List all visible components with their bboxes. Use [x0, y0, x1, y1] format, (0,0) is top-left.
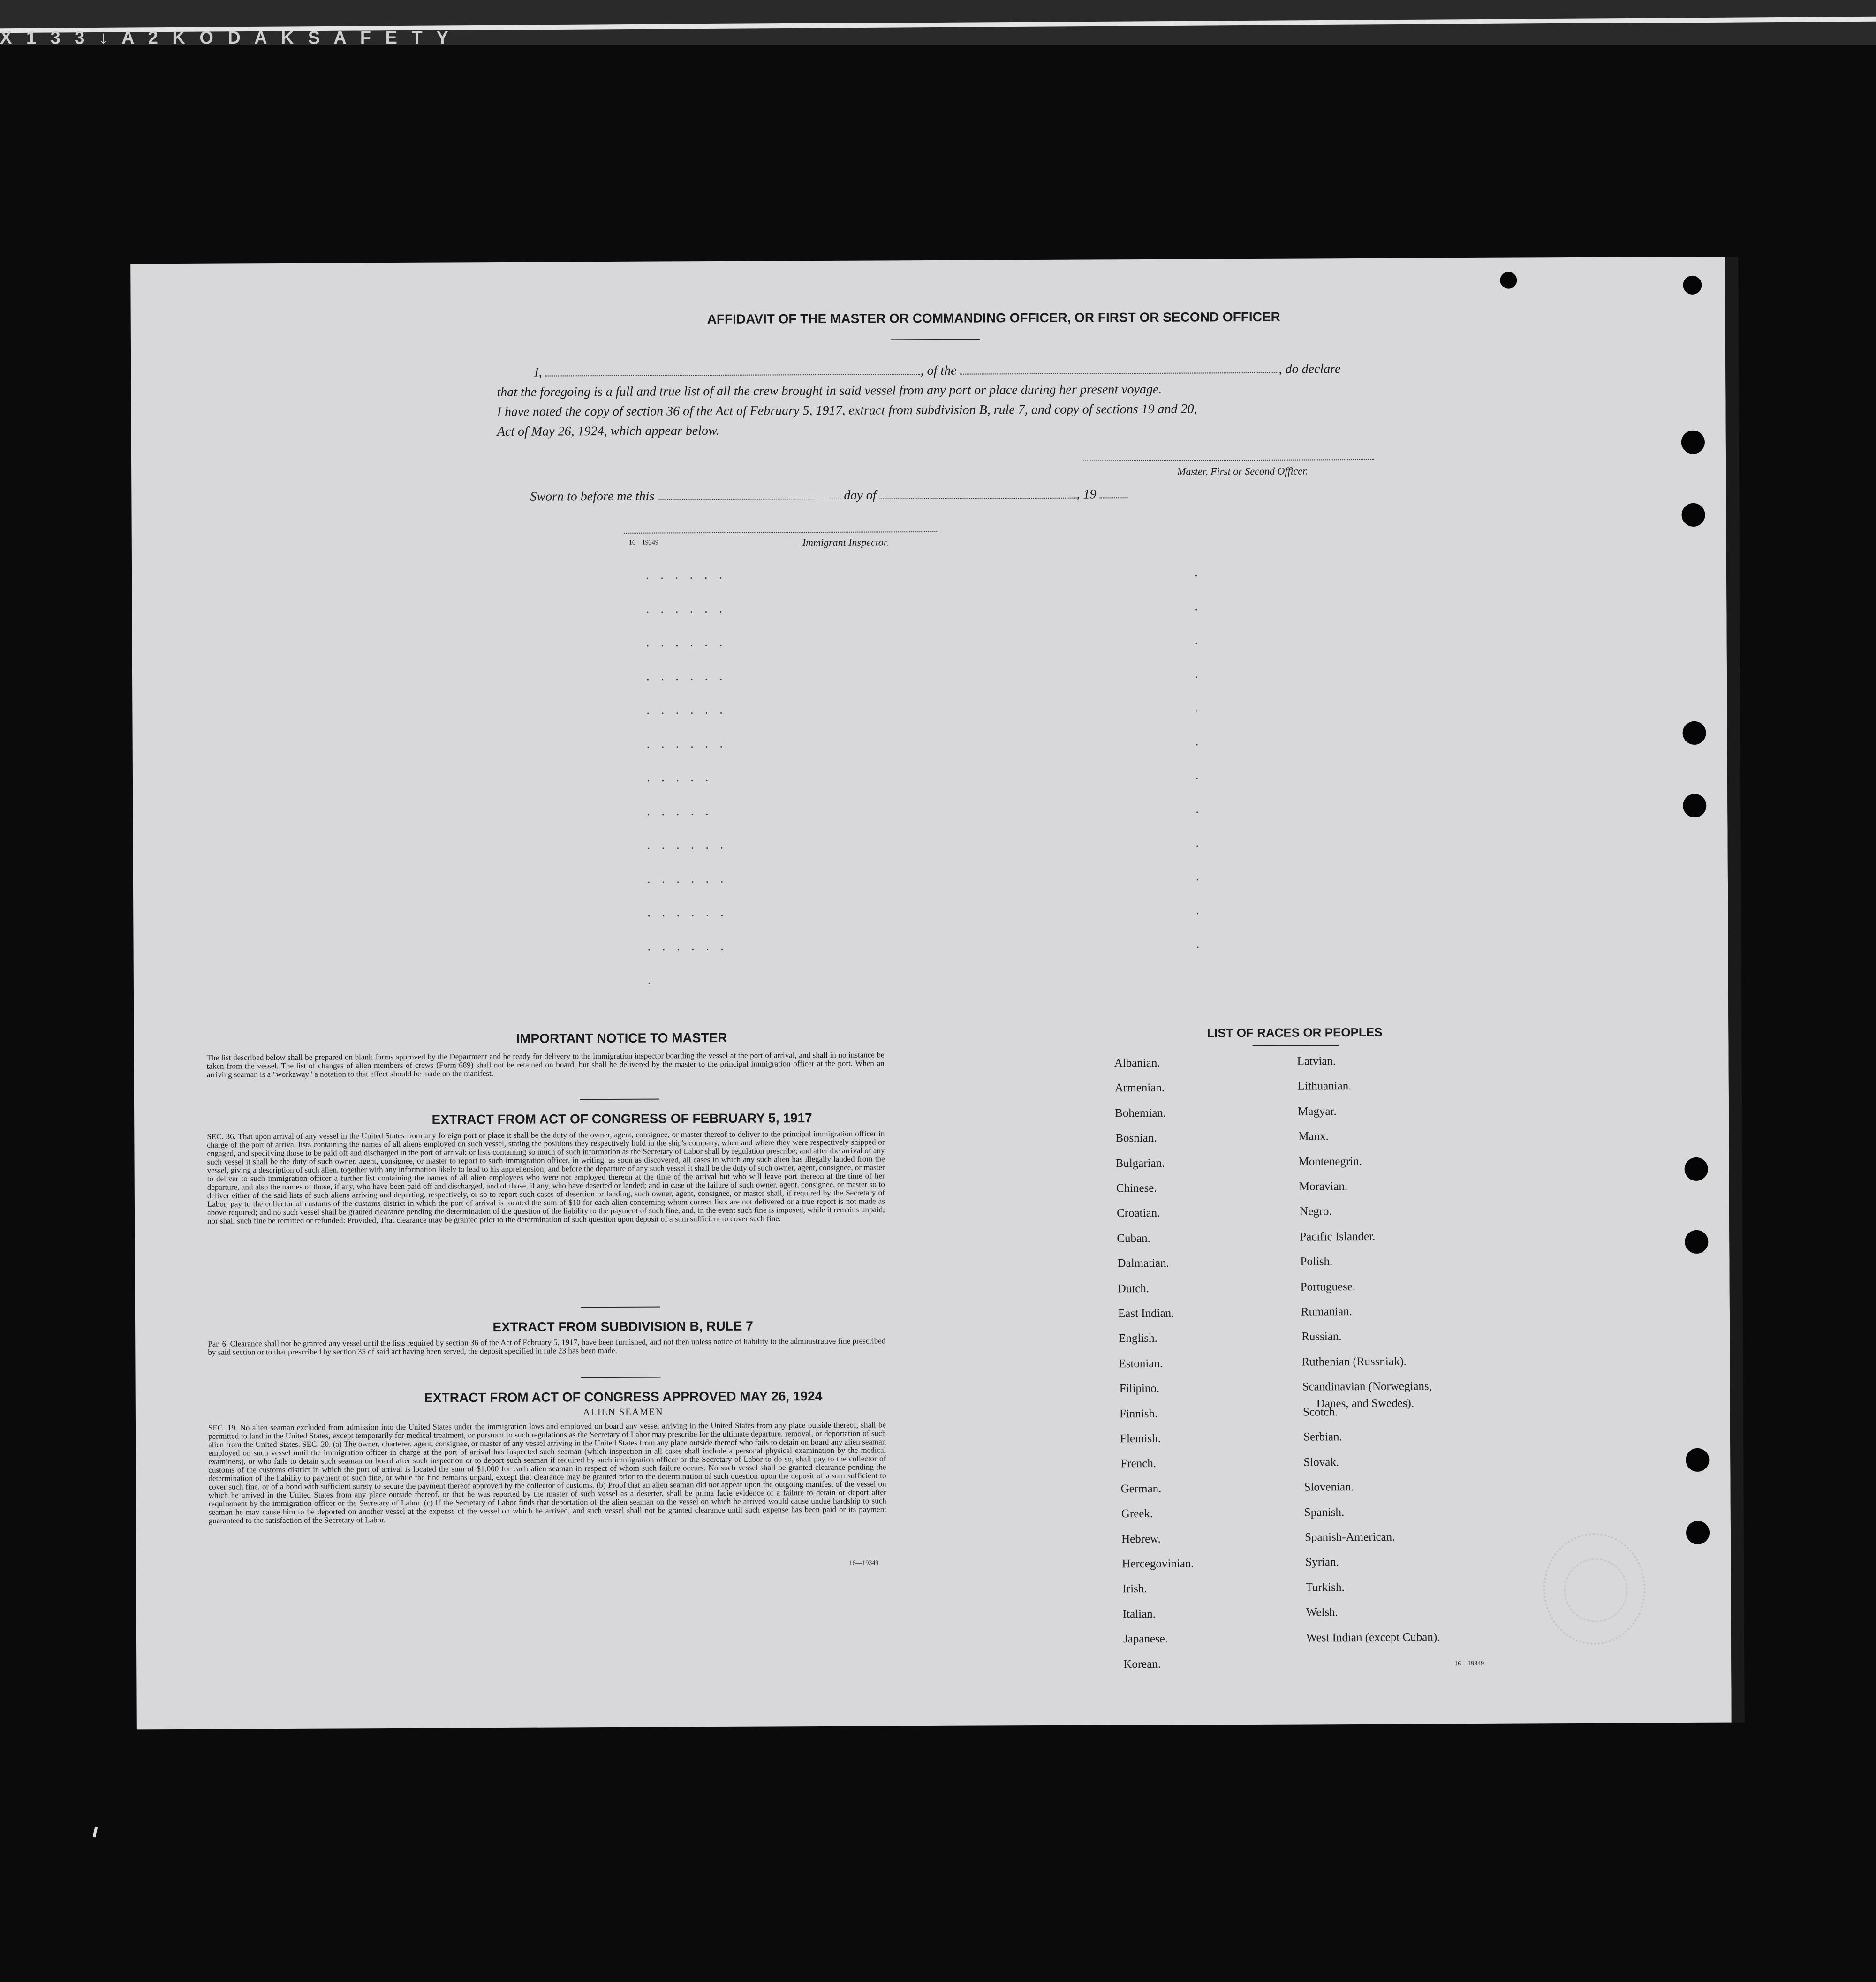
punch-hole — [1685, 1230, 1708, 1254]
left-race: German. — [1120, 1482, 1162, 1496]
left-race: Bulgarian. — [1115, 1157, 1165, 1170]
sworn-month-blank — [880, 496, 1077, 499]
left-race: Italian. — [1122, 1607, 1156, 1621]
right-race: Moravian. — [1299, 1180, 1348, 1193]
right-race: West Indian (except Cuban). — [1306, 1630, 1440, 1644]
left-race: Cuban. — [1117, 1232, 1150, 1245]
left-race: Estonian. — [1119, 1357, 1163, 1370]
left-race: East Indian. — [1118, 1307, 1174, 1320]
punch-hole — [1685, 1157, 1708, 1181]
punch-hole — [1500, 272, 1517, 289]
right-race: Spanish. — [1304, 1505, 1345, 1519]
act-1917-body: SEC. 36. That upon arrival of any vessel in the United States from any foreign port or place it shall be the duty of the owner, agent, consignee, or master thereof to deliver to the principal immigration officer in charge of the port of arrival lists containing the names of all aliens employed on such vessel, stating the positions they respectively hold in the ship's company, when and where they were respectively shipped or engaged, and specifying those to be paid off and discharged in the port of arrival; or lists containing so much of such information as the Secretary of Labor shall by regulation prescribe; and after the arrival of any such vessel it shall be the duty of such owner, agent, consignee, or master to report to such immigration officer, in writing, as soon as discovered, all cases in which any such alien has illegally landed from the vessel, giving a description of such alien, together with any information likely to lead to his apprehension; and before the departure of any such vessel it shall be the duty of such owner, agent, consignee, or master to deliver to such immigration officer a further list containing the names of all alien employees who were not employed thereon at the time of the arrival but who will leave port thereon at the time of her departure, and also the names of those, if any, who have been paid off and discharged, and of those, if any, who have deserted or landed; and in case of the failure of such owner, agent, consignee, or master so to deliver either of the said lists of such aliens arriving and departing, respectively, or so to report such cases of desertion or landing, such owner, agent, consignee, or master shall, if required by the Secretary of Labor, pay to the collector of customs of the customs district in which the port of arrival is located the sum of $10 for each alien concerning whom correct lists are not delivered or a true report is not made as above required; and no such vessel shall be granted clearance pending the determination of the question of the liability to the payment of such fine, and, in the event such fine is imposed, while it remains unpaid; nor shall such fine be remitted or refunded: Provided, That clearance may be granted prior to the determination of such question upon deposit of a sum sufficient to cover such fine. — [207, 1129, 885, 1226]
left-race: Dalmatian. — [1117, 1256, 1169, 1270]
master-label: Master, First or Second Officer. — [1177, 465, 1308, 477]
right-race: Ruthenian (Russniak). — [1301, 1355, 1407, 1369]
right-race: Scotch. — [1302, 1406, 1338, 1419]
notice-body: The list described below shall be prepared on blank forms approved by the Department and be ready for delivery to the immigration inspector boarding the vessel at the port of arrival, and shall in no instance be taken from the vessel. The list of changes of alien members of crews (Form 689) shall not be retained on board, but shall be delivered by the master to the principal immigration officer at the port. When an arriving seaman is a "workaway" a notation to that effect should be made on the manifest. — [206, 1050, 885, 1079]
affidavit-title-rule — [891, 339, 980, 340]
punch-hole — [1681, 503, 1705, 527]
sworn-year-blank — [1100, 495, 1128, 498]
rule-7-title: EXTRACT FROM SUBDIVISION B, RULE 7 — [492, 1318, 753, 1335]
rule-7-body: Par. 6. Clearance shall not be granted any vessel until the lists required by section 36 of the Act of February 5, 1917, have been furnished, and not then unless notice of liability to the administrative fine prescribed by said section or to that prescribed by section 35 of said act having been served, the deposit specified in rule 23 has been made. — [208, 1336, 886, 1357]
right-race: Welsh. — [1306, 1606, 1338, 1619]
scan-mark — [93, 1827, 98, 1838]
affidavit-line-3: I have noted the copy of section 36 of the Act of February 5, 1917, extract from subdivision B, rule 7, and copy of sections 19 and 20, — [497, 401, 1197, 420]
left-race: Bosnian. — [1115, 1132, 1157, 1145]
races-title: LIST OF RACES OR PEOPLES — [1207, 1025, 1383, 1040]
embossed-seal — [1543, 1533, 1646, 1645]
act-1917-rule — [581, 1307, 660, 1308]
blank-table-dots: · · · · · · · · · · · · · · · · · · · · · · · · · · · · · · · · · · · · · · · · · · · · · · · · · · · · · · · · · · · · · · · · · · · · · · · — [645, 571, 728, 991]
sworn-line — [530, 487, 1127, 505]
punch-hole — [1683, 276, 1702, 295]
master-signature-line — [1083, 459, 1374, 461]
blank-table-dots-right: · · · · · · · · · · · · — [1194, 569, 1204, 954]
left-race: Korean. — [1123, 1657, 1161, 1671]
right-race: Rumanian. — [1301, 1305, 1353, 1318]
notice-rule — [580, 1099, 659, 1100]
punch-hole — [1682, 721, 1706, 745]
form-number-top: 16—19349 — [628, 539, 658, 546]
right-race: Manx. — [1298, 1130, 1329, 1143]
right-race: Syrian. — [1305, 1556, 1339, 1569]
left-race: Chinese. — [1116, 1181, 1157, 1195]
left-race: Filipino. — [1119, 1382, 1160, 1395]
left-race: Dutch. — [1117, 1282, 1150, 1295]
form-number-bottom-right: 16—19349 — [1454, 1660, 1484, 1668]
affidavit-line-4: Act of May 26, 1924, which appear below. — [497, 423, 719, 439]
right-race: Montenegrin. — [1298, 1155, 1362, 1168]
punch-hole — [1681, 431, 1705, 454]
notice-title: IMPORTANT NOTICE TO MASTER — [516, 1030, 727, 1046]
rule-7-rule — [581, 1377, 661, 1378]
right-race: Serbian. — [1303, 1430, 1342, 1444]
right-race: Portuguese. — [1300, 1280, 1356, 1294]
sworn-day-blank — [658, 497, 840, 500]
left-race: Japanese. — [1123, 1632, 1168, 1646]
left-race: Finnish. — [1119, 1407, 1158, 1420]
affidavit-line-2: that the foregoing is a full and true list of all the crew brought in said vessel from any port or place during her present voyage. — [497, 382, 1162, 400]
left-race: Greek. — [1121, 1507, 1153, 1521]
left-race: English. — [1119, 1332, 1157, 1345]
form-number-bottom-left: 16—19349 — [849, 1559, 879, 1567]
right-race: Polish. — [1300, 1255, 1333, 1268]
affidavit-of-the: , of the — [920, 363, 957, 378]
sworn-text: Sworn to before me this — [530, 489, 655, 504]
act-1924-subtitle: ALIEN SEAMEN — [583, 1407, 664, 1418]
act-1917-title: EXTRACT FROM ACT OF CONGRESS OF FEBRUARY 5, 1917 — [431, 1111, 812, 1127]
affidavit-i: I, — [534, 365, 542, 380]
punch-hole — [1686, 1521, 1710, 1544]
inspector-label: Immigrant Inspector. — [802, 536, 889, 549]
right-race: Latvian. — [1297, 1055, 1336, 1068]
year-text: , 19 — [1076, 487, 1097, 502]
right-race: Magyar. — [1298, 1105, 1337, 1118]
day-of-text: day of — [844, 488, 877, 503]
name-blank — [545, 372, 921, 376]
affidavit-line-1 — [534, 362, 1340, 380]
right-race: Russian. — [1301, 1330, 1342, 1343]
left-race: French. — [1120, 1457, 1157, 1470]
right-race: Negro. — [1299, 1205, 1332, 1218]
punch-hole — [1686, 1448, 1709, 1472]
left-race: Bohemian. — [1115, 1106, 1166, 1120]
act-1924-title: EXTRACT FROM ACT OF CONGRESS APPROVED MAY 26, 1924 — [424, 1389, 823, 1405]
right-race: Spanish-American. — [1305, 1530, 1395, 1544]
left-race: Hebrew. — [1121, 1532, 1161, 1545]
right-race: Slovenian. — [1304, 1481, 1354, 1494]
races-rule — [1252, 1045, 1339, 1046]
manifest-page — [130, 257, 1732, 1730]
vessel-blank — [960, 371, 1279, 375]
inspector-signature-line — [624, 531, 938, 534]
film-edge-code: X 1 3 3 ↓ A 2 K O D A K S A F E T Y — [0, 28, 453, 48]
right-race: Pacific Islander. — [1300, 1230, 1376, 1243]
left-race: Albanian. — [1114, 1056, 1160, 1070]
punch-hole — [1683, 794, 1706, 817]
right-race: Slovak. — [1303, 1456, 1339, 1469]
left-race: Flemish. — [1120, 1432, 1161, 1445]
page-edge-shadow — [1725, 257, 1745, 1722]
film-edge — [0, 0, 1876, 48]
affidavit-title: AFFIDAVIT OF THE MASTER OR COMMANDING OFFICER, OR FIRST OR SECOND OFFICER — [707, 309, 1280, 327]
act-1924-body: SEC. 19. No alien seaman excluded from admission into the United States under the immigration laws and employed on board any vessel arriving in the United States from any place outside thereof, shall be permitted to land in the United States, except temporarily for medical treatment, or pursuant to such regulations as the Secretary of Labor may prescribe for the ultimate departure, removal, or deportation of such alien from the United States. SEC. 20. (a) The owner, charterer, agent, consignee, or master of any vessel arriving in the United States from any place outside thereof who fails to detain on board any alien seaman employed on such vessel until the immigration officer in charge at the port of arrival has inspected such seaman (which inspection in all cases shall include a personal physical examination by the medical examiners), or who fails to detain such seaman on board after such inspection or to deport such seaman if required by such immigration officer or the Secretary of Labor to do so, shall pay to the collector of customs of the customs district in which the port of arrival is located the sum of $1,000 for each alien seaman in respect of whom such failure occurs. No such vessel shall be granted clearance pending the determination of the liability to payment of such fine, or while the fine remains unpaid, except that clearance may be granted prior to the determination of such question upon the deposit of a sum sufficient to cover such fine, or of a bond with sufficient surety to secure the payment thereof approved by the collector of customs. (b) Proof that an alien seaman did not appear upon the outgoing manifest of the vessel on which he arrived in the United States from any place outside thereof, or that he was reported by the master of such vessel as a deserter, shall be prima facie evidence of a failure to detain or deport after requirement by the immigration officer or the Secretary of Labor. (c) If the Secretary of Labor finds that deportation of the alien seaman on the vessel on which he arrived would cause undue hardship to such seaman he may cause him to be deported on another vessel at the expense of the vessel on which he arrived, and such vessel shall not be granted clearance until such expense has been paid or its payment guaranteed to the satisfaction of the Secretary of Labor. — [208, 1420, 886, 1525]
left-race: Armenian. — [1114, 1082, 1165, 1095]
embossed-seal-inner — [1564, 1558, 1628, 1623]
left-race: Irish. — [1122, 1582, 1147, 1596]
right-race: Scandinavian (Norwegians, — [1302, 1380, 1432, 1393]
affidavit-declare: , do declare — [1278, 362, 1341, 377]
right-race: Lithuanian. — [1297, 1080, 1352, 1093]
left-race: Croatian. — [1116, 1207, 1160, 1220]
right-race: Turkish. — [1305, 1581, 1345, 1594]
left-race: Hercegovinian. — [1122, 1557, 1194, 1571]
right-race: Danes, and Swedes). — [1316, 1397, 1415, 1410]
